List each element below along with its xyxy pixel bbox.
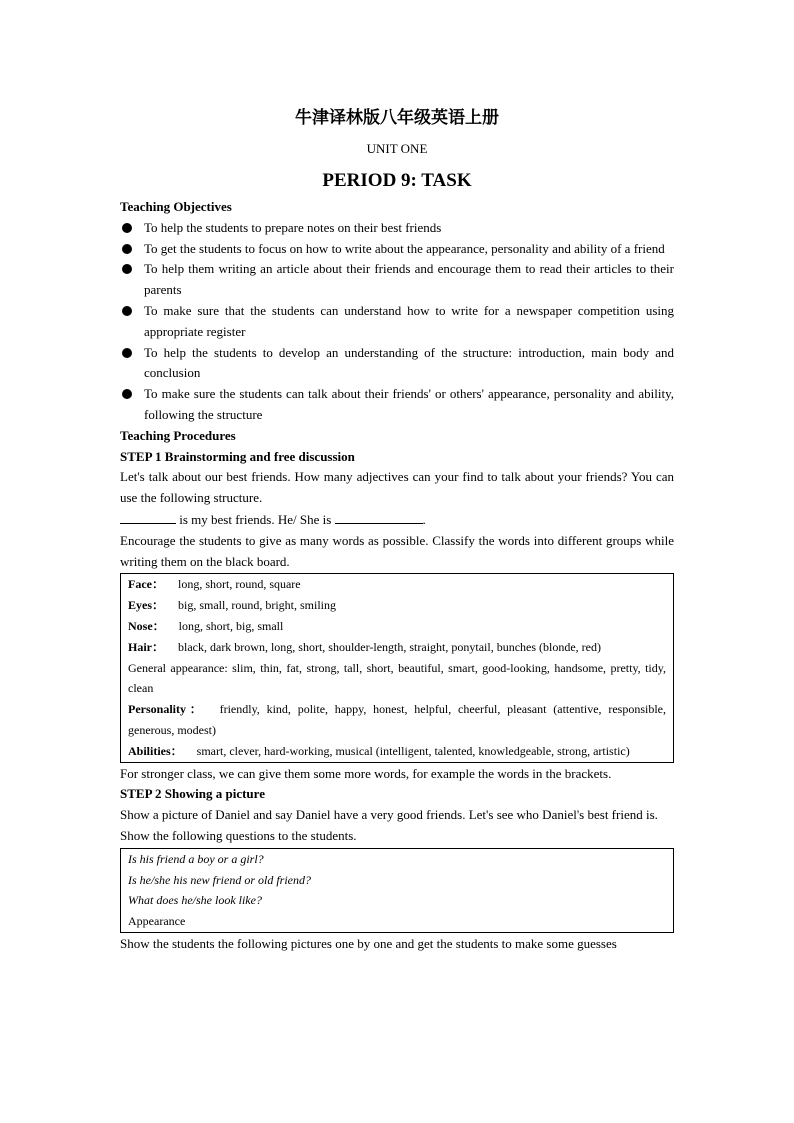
vocab-eyes: Eyes： big, small, round, bright, smiling — [128, 598, 337, 613]
bullet-icon — [122, 389, 132, 399]
bullet-icon — [122, 348, 132, 358]
question-item: Is he/she his new friend or old friend? — [128, 872, 311, 887]
vocab-nose: Nose： long, short, big, small — [128, 618, 284, 633]
step2-last-line: Show the students the following pictures one by one and get the students to make some guesses — [120, 935, 617, 951]
step1-encourage: Encourage the students to give as many words as possible. Classify the words into different groups while writing them on the black board. — [120, 532, 674, 569]
adjective-blank — [335, 509, 423, 524]
objective-item: To make sure that the students can understand how to write for a newspaper competition using appropriate register — [120, 301, 674, 343]
questions-box — [120, 848, 674, 933]
appearance-label: Appearance — [128, 914, 186, 929]
step2-title: STEP 2 Showing a picture — [120, 786, 265, 802]
question-item: Is his friend a boy or a girl? — [128, 851, 264, 866]
objective-item: To get the students to focus on how to write about the appearance, personality and ability of a friend — [120, 239, 674, 260]
step2-intro: Show a picture of Daniel and say Daniel have a very good friends. Let's see who Daniel's best friend is. — [120, 807, 658, 823]
document-content — [120, 106, 674, 955]
vocab-face: Face： long, short, round, square — [128, 577, 301, 592]
structure-sentence: is my best friends. He/ She is . — [120, 509, 674, 531]
step1-intro: Let's talk about our best friends. How many adjectives can your find to talk about your friends? You can use the following structure. — [120, 469, 674, 506]
objective-item: To help them writing an article about their friends and encourage them to read their articles to their parents — [120, 259, 674, 301]
vocab-personality: Personality： friendly, kind, polite, happy, honest, helpful, cheerful, pleasant (attentive, responsible, generous, modest) — [128, 702, 666, 737]
objective-item: To make sure the students can talk about their friends' or others' appearance, personality and ability, following the structure — [120, 384, 674, 426]
bullet-icon — [122, 306, 132, 316]
question-item: What does he/she look like? — [128, 893, 262, 908]
objectives-heading: Teaching Objectives — [120, 199, 232, 214]
bullet-icon — [122, 264, 132, 274]
step1-title: STEP 1 Brainstorming and free discussion — [120, 448, 355, 464]
objectives-list — [120, 218, 674, 426]
bullet-icon — [122, 244, 132, 254]
unit-heading: UNIT ONE — [366, 141, 428, 156]
period-heading: PERIOD 9: TASK — [322, 170, 472, 191]
vocab-abilities: Abilities： smart, clever, hard-working, musical (intelligent, talented, knowledgeable, strong, artistic) — [128, 743, 630, 758]
stronger-class-note: For stronger class, we can give them some more words, for example the words in the brackets. — [120, 765, 612, 781]
objective-item: To help the students to develop an understanding of the structure: introduction, main body and conclusion — [120, 343, 674, 385]
procedures-heading: Teaching Procedures — [120, 427, 236, 443]
vocabulary-box — [120, 573, 674, 762]
objective-item: To help the students to prepare notes on their best friends — [120, 218, 674, 239]
step2-show-questions: Show the following questions to the students. — [120, 827, 357, 843]
bullet-icon — [122, 223, 132, 233]
name-blank — [120, 509, 176, 524]
document-title: 牛津译林版八年级英语上册 — [295, 108, 499, 128]
vocab-general: General appearance: slim, thin, fat, strong, tall, short, beautiful, smart, good-looking, handsome, pretty, tidy, clean — [128, 660, 666, 696]
vocab-hair: Hair： black, dark brown, long, short, shoulder-length, straight, ponytail, bunches (blonde, red) — [128, 639, 601, 654]
